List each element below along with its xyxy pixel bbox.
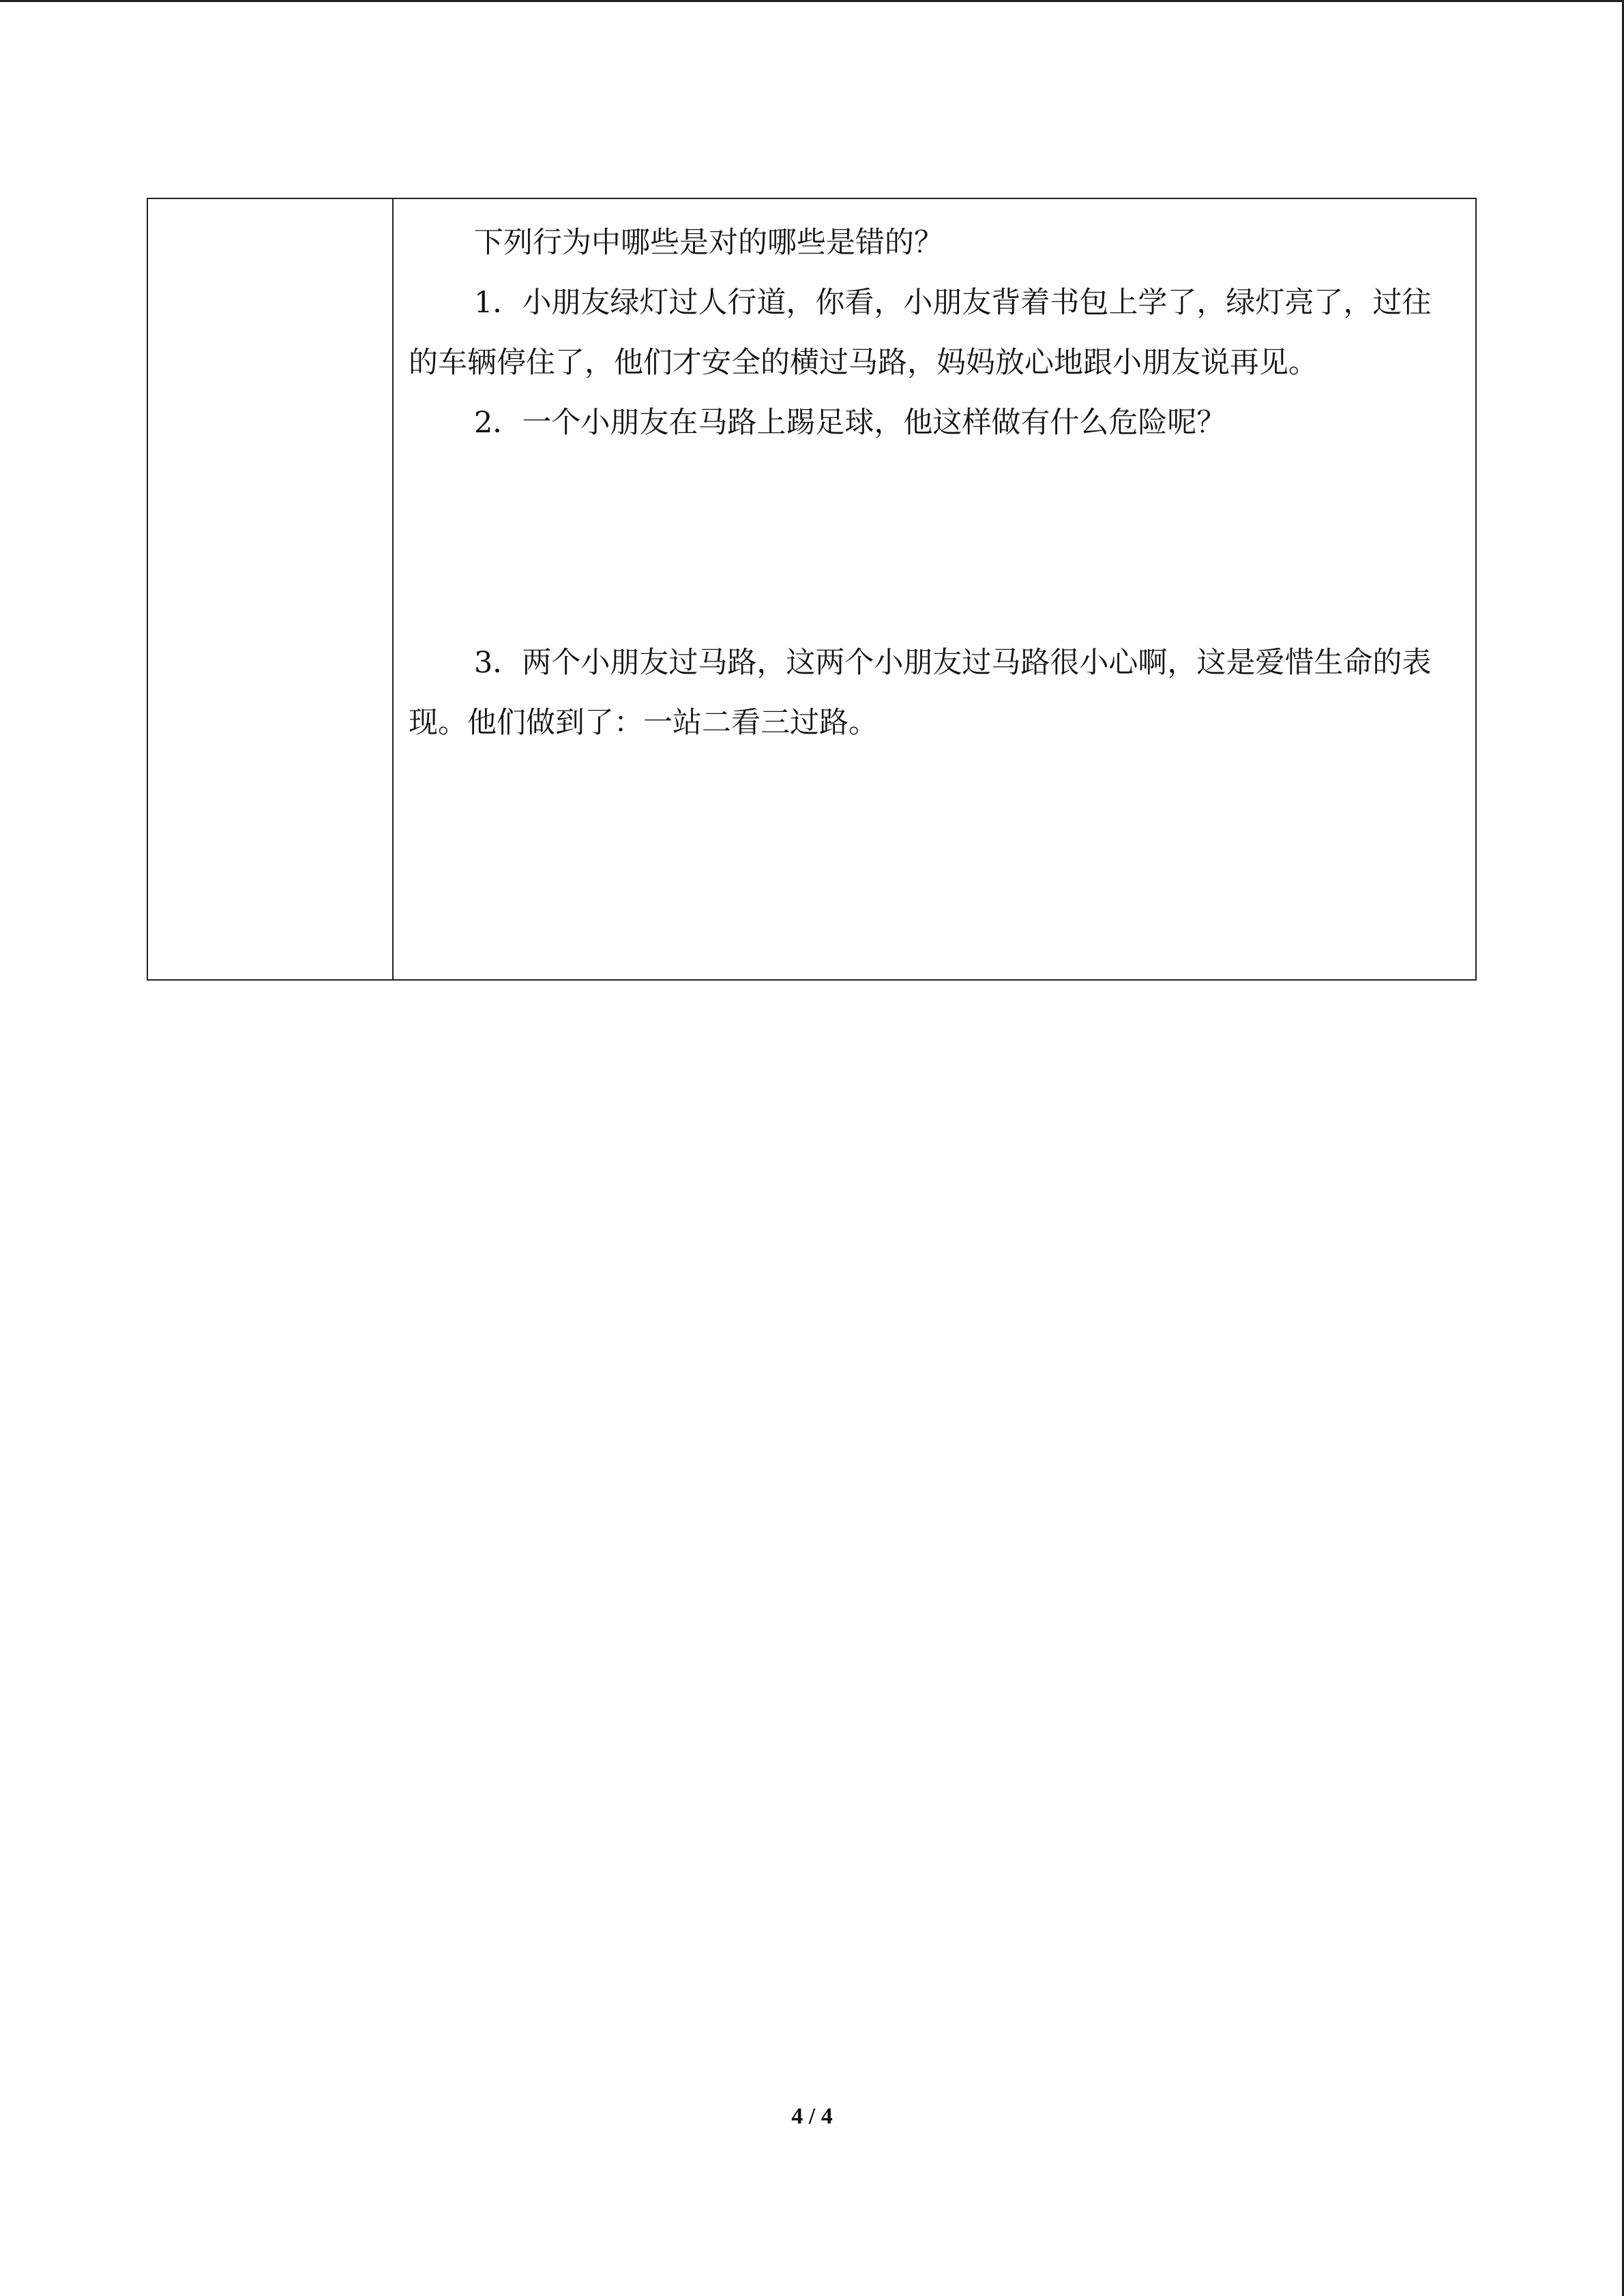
- page-number: 4 / 4: [791, 2104, 833, 2129]
- cell-text-block: [394, 199, 1475, 753]
- left-empty-cell: [147, 198, 393, 980]
- item-2-text: 2．一个小朋友在马路上踢足球，他这样做有什么危险呢？: [474, 406, 1226, 440]
- question-text: 下列行为中哪些是对的哪些是错的？: [474, 226, 943, 260]
- item-1-text: 1．小朋友绿灯过人行道，你看，小朋友背着书包上学了，绿灯亮了，过往的车辆停住了，他们才安全的横过马路，妈妈放心地跟小朋友说再见。: [409, 286, 1432, 380]
- table-row: [147, 198, 1476, 980]
- right-content-cell: [393, 198, 1476, 980]
- item-3-text: 3．两个小朋友过马路，这两个小朋友过马路很小心啊，这是爱惜生命的表现。他们做到了：一站二看三过路。: [409, 646, 1432, 740]
- content-table: [147, 198, 1477, 981]
- blank-space: [409, 453, 1456, 633]
